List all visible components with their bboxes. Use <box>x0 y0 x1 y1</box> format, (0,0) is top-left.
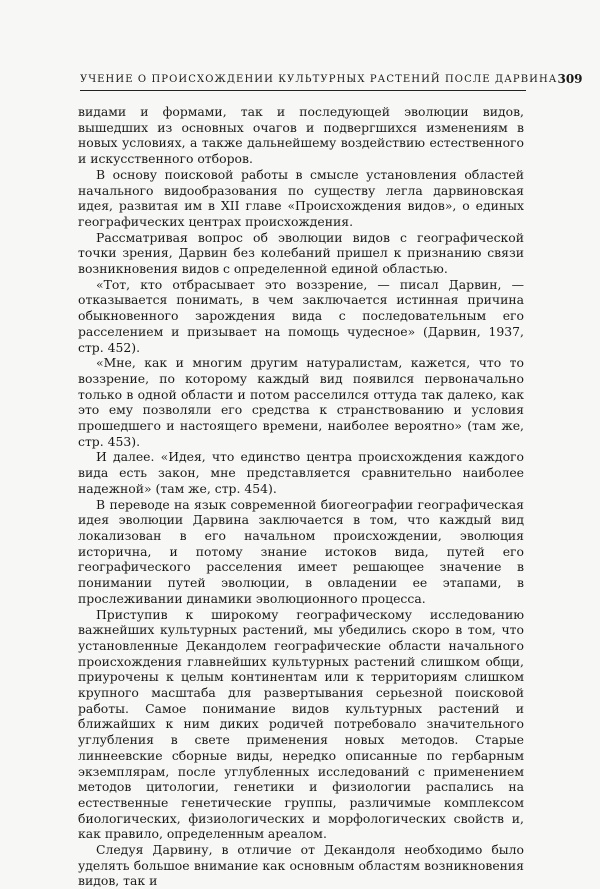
header-rule <box>80 90 526 91</box>
paragraph: В переводе на язык современной биогеографии географическая идея эволюции Дарвина заключается в том, что каждый вид локализован в его начальном происхождении, эволюция исторична, и потому знание истоков вида, путей его географического расселения имеет решающее значение в понимании путей эволюции, в овладении ее этапами, в прослеживании динамики эволюционного процесса. <box>78 496 524 606</box>
page-number: 309 <box>557 72 583 86</box>
paragraph: И далее. «Идея, что единство центра происхождения каждого вида есть закон, мне представляется сравнительно наиболее надежной» (там же, стр. 454). <box>78 449 524 496</box>
body-text <box>78 104 524 889</box>
quote-paragraph: «Тот, кто отбрасывает это воззрение, — писал Дарвин, — отказывается понимать, в чем заключается истинная причина обыкновенного зарождения вида с последовательным его расселением и призывает на помощь чудесное» (Дарвин, 1937, стр. 452). <box>78 276 524 355</box>
paragraph: видами и формами, так и последующей эволюции видов, вышедших из основных очагов и подвергшихся изменениям в новых условиях, а также дальнейшему воздействию естественного и искусственного отборов. <box>78 104 524 167</box>
running-header <box>80 72 583 86</box>
paragraph: В основу поисковой работы в смысле установления областей начального видообразования по существу легла дарвиновская идея, развитая им в XII главе «Происхождения видов», о единых географических центрах происхождения. <box>78 166 524 229</box>
paragraph: Приступив к широкому географическому исследованию важнейших культурных растений, мы убедились скоро в том, что установленные Декандолем географические области начального происхождения главнейших культурных растений слишком общи, приурочены к целым континентам или к территориям слишком крупного масштаба для развертывания серьезной поисковой работы. Самое понимание видов культурных растений и ближайших к ним диких родичей потребовало значительного углубления в свете применения новых методов. Старые линнеевские сборные виды, нередко описанные по гербарным экземплярам, после углубленных исследований с применением методов цитологии, генетики и физиологии распались на естественные генетические группы, различимые комплексом биологических, физиологических и морфологических свойств и, как правило, определенным ареалом. <box>78 606 524 842</box>
running-title: УЧЕНИЕ О ПРОИСХОЖДЕНИИ КУЛЬТУРНЫХ РАСТЕНИЙ ПОСЛЕ ДАРВИНА <box>80 74 558 85</box>
paragraph: Следуя Дарвину, в отличие от Декандоля необходимо было уделять большое внимание как основным областям возникновения видов, так и <box>78 842 524 889</box>
quote-paragraph: «Мне, как и многим другим натуралистам, кажется, что то воззрение, по которому каждый вид появился первоначально только в одной области и потом расселился оттуда так далеко, как это ему позволяли его средства к странствованию и условия прошедшего и настоящего времени, наиболее вероятно» (там же, стр. 453). <box>78 355 524 449</box>
paragraph: Рассматривая вопрос об эволюции видов с географической точки зрения, Дарвин без колебаний пришел к признанию связи возникновения видов с определенной единой областью. <box>78 229 524 277</box>
